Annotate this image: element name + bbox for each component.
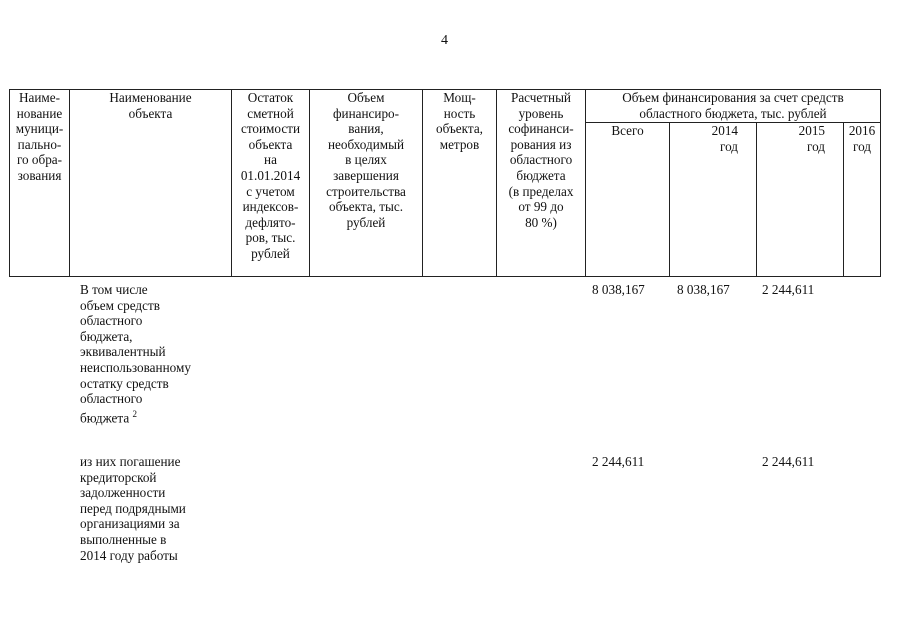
header-cofinancing-level: Расчетный уровень софинанси- рования из областного бюджета (в пределах от 99 до 80 %) — [497, 90, 586, 277]
page-number: 4 — [441, 33, 448, 48]
header-remaining-cost: Остаток сметной стоимости объекта на 01.01.2014 с учетом индексов- дефлято- ров, тыс. рублей — [232, 90, 310, 277]
header-capacity: Мощ- ность объекта, метров — [423, 90, 497, 277]
row-1-2015: 2 244,611 — [762, 282, 815, 297]
row-2-description: из них погашение кредиторской задолженности перед подрядными организациями за выполненные в 2014 году работы — [80, 454, 186, 563]
header-total: Всего — [586, 123, 670, 277]
header-municipality: Наиме- нование муници- пально- го обра- зования — [10, 90, 70, 277]
row-2-2015: 2 244,611 — [762, 454, 815, 469]
row-1-2014: 8 038,167 — [677, 282, 730, 297]
header-financing-volume: Объем финансиро- вания, необходимый в целях завершения строительства объекта, тыс. рублей — [310, 90, 423, 277]
footnote-marker: 2 — [132, 408, 137, 419]
row-1-total: 8 038,167 — [592, 282, 645, 297]
row-1-description: В том числе объем средств областного бюджета, эквивалентный неиспользованному остатку средств областного бюджета $^2$ — [80, 282, 191, 426]
header-table — [9, 89, 881, 277]
header-regional-budget-group: Объем финансирования за счет средств областного бюджета, тыс. рублей — [586, 90, 881, 123]
header-year-2014: 2014 год — [670, 123, 757, 277]
header-year-2016: 2016 год — [844, 123, 881, 277]
header-object: Наименование объекта — [70, 90, 232, 277]
header-year-2015: 2015 год — [757, 123, 844, 277]
row-2-total: 2 244,611 — [592, 454, 645, 469]
